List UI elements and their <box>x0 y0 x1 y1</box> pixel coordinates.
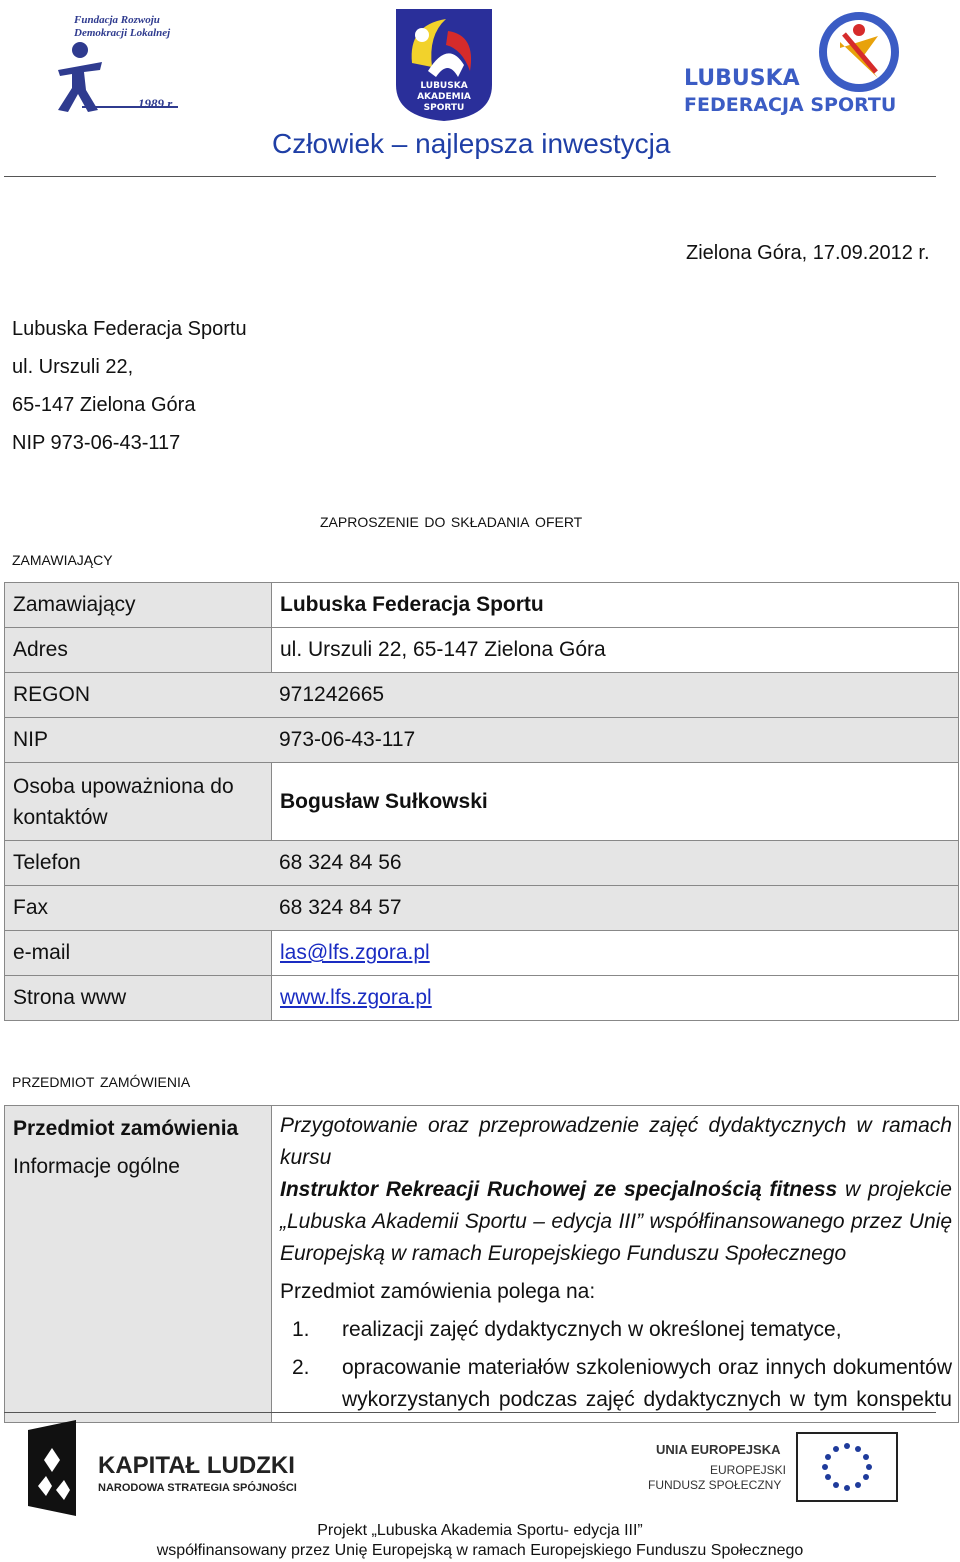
footer-project-line1: Projekt „Lubuska Akademia Sportu- edycja III” <box>317 1522 643 1539</box>
akademia-logo-line3: SPORTU <box>423 103 465 113</box>
subject-intro: Przedmiot zamówienia polega na: <box>280 1280 596 1303</box>
letter-date: Zielona Góra, 17.09.2012 r. <box>686 242 930 264</box>
header-divider <box>4 176 936 177</box>
subject-desc-line3: „Lubuska Akademii Sportu – edycja III” współfinansowanego przez Unię <box>280 1210 952 1233</box>
row-label: e-mail <box>5 931 272 976</box>
section-subject-heading <box>12 1070 190 1093</box>
fundacja-logo-text <box>74 14 170 40</box>
row-value: 971242665 <box>279 683 385 706</box>
row-cell <box>5 886 959 931</box>
row-label: REGON <box>13 683 91 706</box>
table-row <box>5 583 959 628</box>
table-row <box>5 718 959 763</box>
list-text: realizacji zajęć dydaktycznych w określonej tematyce, <box>342 1318 842 1341</box>
footer-project-line2: współfinansowany przez Unię Europejską w ramach Europejskiego Funduszu Społecznego <box>156 1542 804 1559</box>
akademia-logo <box>388 5 500 123</box>
eu-sub2: FUNDUSZ SPOŁECZNY <box>648 1478 782 1492</box>
subject-table <box>4 1105 959 1423</box>
row-value: 973-06-43-117 <box>279 728 416 751</box>
eu-sub1: EUROPEJSKI <box>710 1463 787 1477</box>
table-row <box>5 886 959 931</box>
fundacja-logo <box>50 14 185 114</box>
www-cell <box>272 976 959 1021</box>
row-label: Adres <box>5 628 272 673</box>
row-value: Bogusław Sułkowski <box>272 763 959 841</box>
general-info-label: Informacje ogólne <box>13 1155 180 1178</box>
orderer-table <box>4 582 959 1021</box>
section-orderer-heading <box>12 548 113 571</box>
federacja-logo <box>684 12 914 122</box>
sender-city: 65-147 Zielona Góra <box>12 394 196 416</box>
section-orderer-heading-text: zamawiający <box>12 548 113 570</box>
row-label: Osoba upoważniona do kontaktów <box>5 763 272 841</box>
subject-label: Przedmiot zamówienia <box>13 1117 239 1140</box>
table-row <box>5 763 959 841</box>
subject-labels <box>5 1106 272 1423</box>
list-number: 2. <box>292 1356 310 1379</box>
fundacja-logo-year: 1989 r. <box>138 96 175 111</box>
subject-desc-line4: Europejską w ramach Europejskiego Funduszu Społecznego <box>280 1242 847 1265</box>
federacja-logo-line1: LUBUSKA <box>684 66 800 91</box>
sender-street: ul. Urszuli 22, <box>12 356 134 378</box>
table-row <box>5 841 959 886</box>
row-value: ul. Urszuli 22, 65-147 Zielona Góra <box>272 628 959 673</box>
slogan: Człowiek – najlepsza inwestycja <box>272 128 671 159</box>
document-title <box>320 510 582 533</box>
row-label: NIP <box>13 728 49 751</box>
kapital-ludzki-logo <box>22 1420 322 1520</box>
list-item <box>280 1314 952 1346</box>
table-row <box>5 673 959 718</box>
table-row <box>5 976 959 1021</box>
list-number: 1. <box>292 1318 310 1341</box>
eu-logo <box>648 1432 908 1512</box>
row-label: Strona www <box>5 976 272 1021</box>
akademia-logo-line1: LUBUSKA <box>420 81 468 91</box>
eu-flag-icon <box>796 1432 898 1502</box>
kapital-ludzki-title: KAPITAŁ LUDZKI <box>98 1452 295 1479</box>
federacja-logo-line2: FEDERACJA SPORTU <box>684 94 897 116</box>
akademia-logo-line2: AKADEMIA <box>417 92 471 102</box>
runner-figure-icon <box>50 40 110 112</box>
subject-desc-line2-rest: w projekcie <box>837 1178 952 1201</box>
row-value: Lubuska Federacja Sportu <box>272 583 959 628</box>
email-cell <box>272 931 959 976</box>
website-link[interactable]: www.lfs.zgora.pl <box>280 986 432 1009</box>
row-cell <box>5 718 959 763</box>
kapital-ludzki-emblem-icon <box>22 1420 82 1516</box>
document-title-text: zaproszenie do składania ofert <box>320 510 583 532</box>
row-cell <box>5 673 959 718</box>
sender-name: Lubuska Federacja Sportu <box>12 318 247 340</box>
row-label: Fax <box>13 896 49 919</box>
course-name: Instruktor Rekreacji Ruchowej ze specjalnością fitness <box>280 1178 838 1201</box>
email-link[interactable]: las@lfs.zgora.pl <box>280 941 430 964</box>
federacja-emblem-icon <box>818 12 900 92</box>
list-text: opracowanie materiałów szkoleniowych oraz innych dokumentów wykorzystanych podczas zajęć dydaktycznych w tym konspektu <box>342 1356 952 1411</box>
fundacja-logo-line2: Demokracji Lokalnej <box>74 27 171 39</box>
table-row <box>5 931 959 976</box>
subject-desc-line2 <box>280 1174 952 1206</box>
row-label: Telefon <box>13 851 81 874</box>
subject-content <box>272 1106 959 1423</box>
section-subject-heading-text: przedmiot zamówienia <box>12 1070 191 1092</box>
row-value: 68 324 84 57 <box>279 896 402 919</box>
row-cell <box>5 841 959 886</box>
row-label: Zamawiający <box>5 583 272 628</box>
eu-title: UNIA EUROPEJSKA <box>656 1442 781 1457</box>
footer-divider <box>4 1412 936 1413</box>
subject-desc-line1: Przygotowanie oraz przeprowadzenie zajęć dydaktycznych w ramach kursu <box>280 1114 952 1169</box>
sender-nip: NIP 973-06-43-117 <box>12 432 181 454</box>
row-value: 68 324 84 56 <box>279 851 402 874</box>
fundacja-logo-line1: Fundacja Rozwoju <box>74 14 160 26</box>
kapital-ludzki-subtitle: NARODOWA STRATEGIA SPÓJNOŚCI <box>98 1482 297 1494</box>
table-row <box>5 1106 959 1423</box>
list-item <box>280 1352 952 1416</box>
table-row <box>5 628 959 673</box>
